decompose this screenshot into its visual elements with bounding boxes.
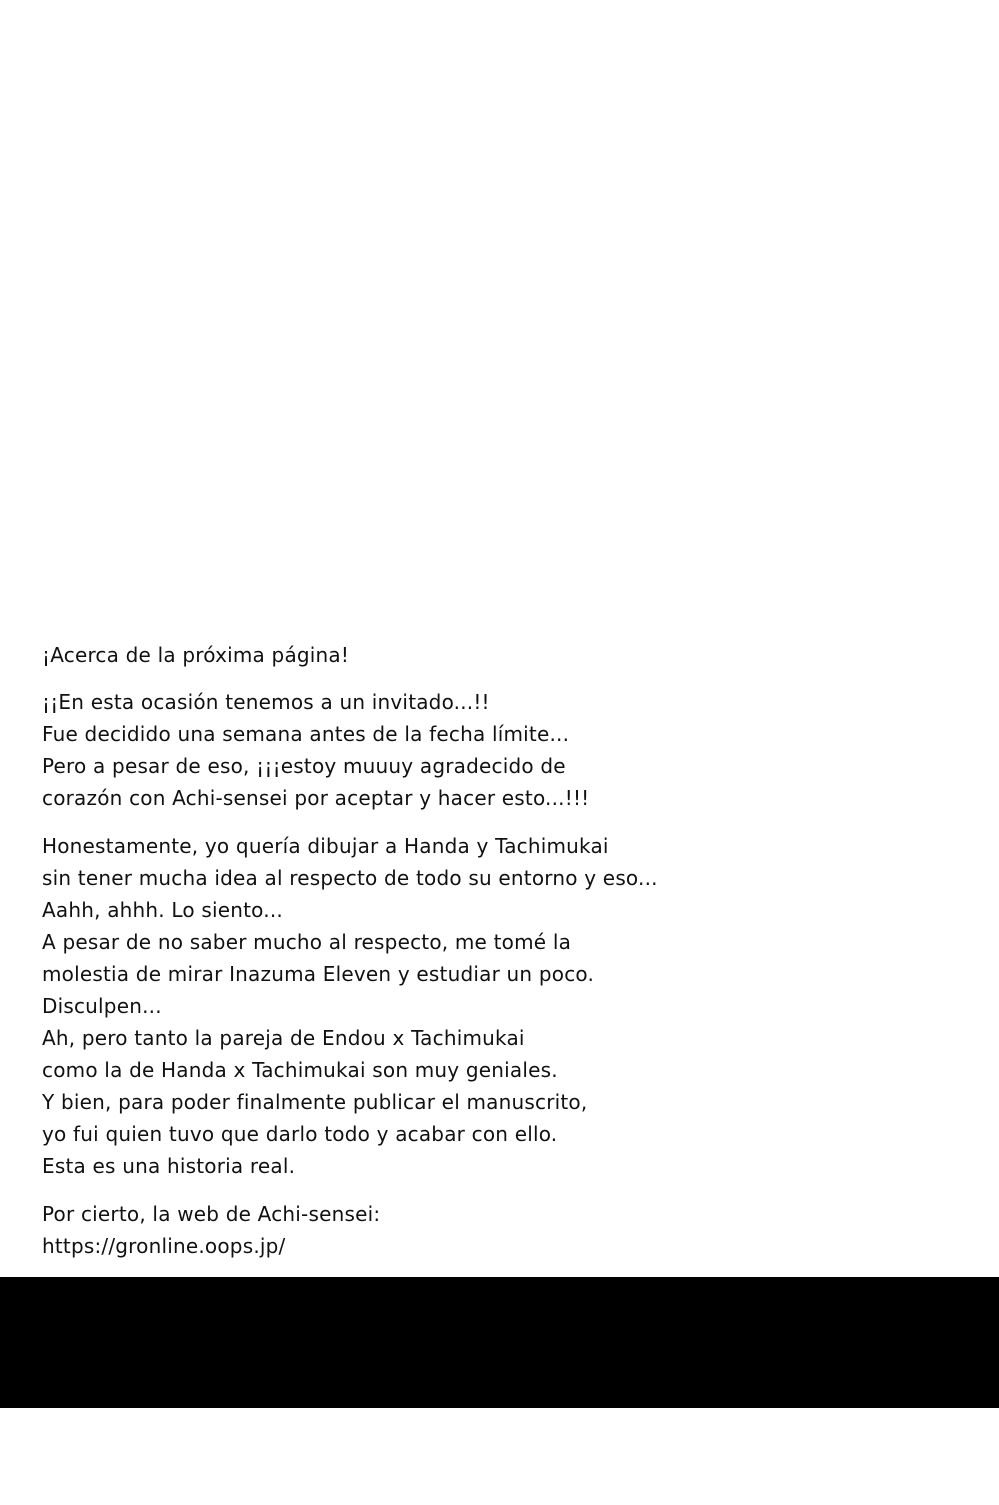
text-line: sin tener mucha idea al respecto de todo su entorno y eso... [42, 866, 658, 890]
text-line: Esta es una historia real. [42, 1154, 296, 1178]
text-line: corazón con Achi-sensei por aceptar y hacer esto...!!! [42, 786, 590, 810]
text-line: Aahh, ahhh. Lo siento... [42, 898, 283, 922]
paragraph-story [42, 830, 942, 1182]
text-line: A pesar de no saber mucho al respecto, me tomé la [42, 930, 572, 954]
text-line: Fue decidido una semana antes de la fecha límite... [42, 722, 570, 746]
text-line: Pero a pesar de eso, ¡¡¡estoy muuuy agradecido de [42, 754, 566, 778]
paragraph-invitation [42, 686, 942, 814]
text-line: molestia de mirar Inazuma Eleven y estudiar un poco. [42, 962, 595, 986]
text-line: Y bien, para poder finalmente publicar el manuscrito, [42, 1090, 588, 1114]
text-line: Disculpen... [42, 994, 162, 1018]
text-line: ¡¡En esta ocasión tenemos a un invitado...!! [42, 690, 490, 714]
text-line: Honestamente, yo quería dibujar a Handa y Tachimukai [42, 834, 609, 858]
paragraph-website [42, 1198, 942, 1262]
text-line: Ah, pero tanto la pareja de Endou x Tachimukai [42, 1026, 525, 1050]
note-heading: ¡Acerca de la próxima página! [42, 643, 350, 667]
note-text-block [42, 640, 942, 1278]
text-line: Por cierto, la web de Achi-sensei: [42, 1202, 381, 1226]
text-line: yo fui quien tuvo que darlo todo y acabar con ello. [42, 1122, 558, 1146]
black-band [0, 1277, 999, 1408]
text-line: como la de Handa x Tachimukai son muy geniales. [42, 1058, 558, 1082]
website-url: https://gronline.oops.jp/ [42, 1234, 286, 1258]
